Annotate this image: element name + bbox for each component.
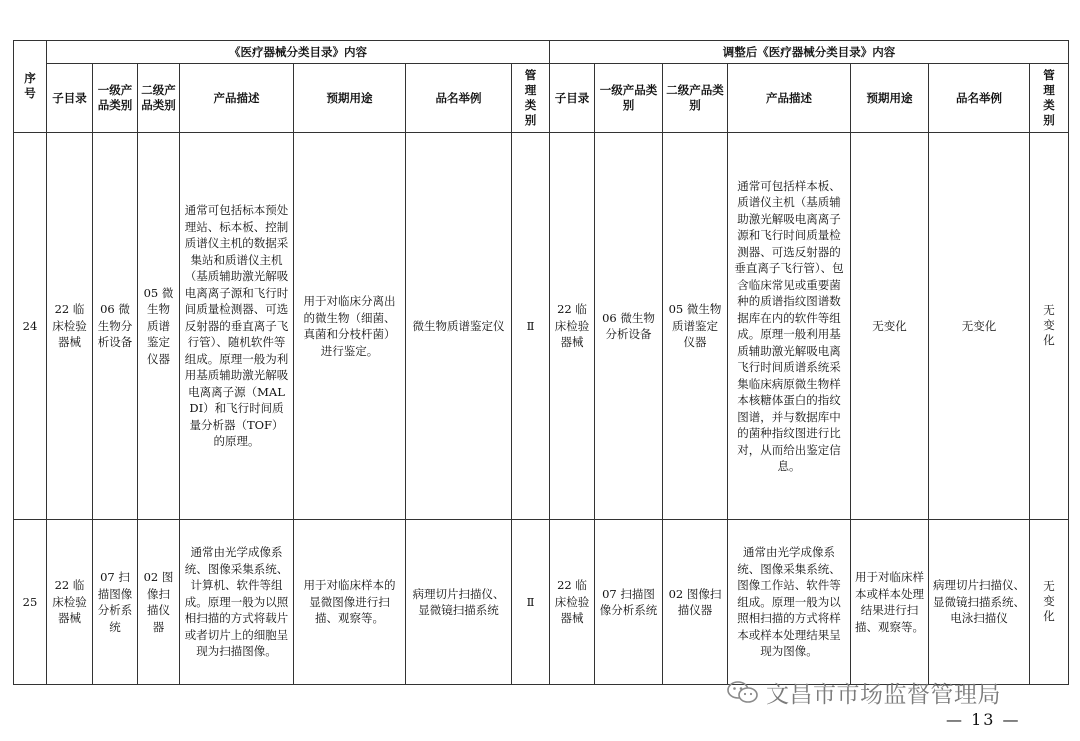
orig-description-cell: 通常由光学成像系统、图像采集系统、计算机、软件等组成。原理一般为以照相扫描的方式将载片或者切片上的细胞呈现为扫描图像。 <box>180 520 294 685</box>
orig-level2-cell: 05 微生物质谱鉴定仪器 <box>138 133 180 520</box>
orig-level2-cell: 02 图像扫描仪器 <box>138 520 180 685</box>
orig-description-cell: 通常可包括标本预处理站、标本板、控制质谱仪主机的数据采集站和质谱仪主机（基质辅助激光解吸电离离子源和飞行时间质量检测器、可选反射器的垂直离子飞行管）、随机软件等组成。原理一般为利用基质辅助激光解吸电离离子源（MALDI）和飞行时间质量分析器（TOF）的原理。 <box>180 133 294 520</box>
catalog-table <box>13 40 1069 685</box>
col-header-description: 产品描述 <box>180 64 294 133</box>
orig-sub-catalog-cell: 22 临床检验器械 <box>47 133 93 520</box>
col-header-description-adjusted: 产品描述 <box>728 64 851 133</box>
col-header-class-adjusted: 管理类别 <box>1030 64 1069 133</box>
col-header-level2: 二级产品类别 <box>138 64 180 133</box>
adj-intended-use-cell: 用于对临床样本或样本处理结果进行扫描、观察等。 <box>851 520 929 685</box>
watermark <box>726 676 1001 708</box>
col-header-sub-catalog: 子目录 <box>47 64 93 133</box>
adj-intended-use-cell: 无变化 <box>851 133 929 520</box>
col-header-intended-use: 预期用途 <box>294 64 406 133</box>
page-number: — 13 — <box>946 710 1021 729</box>
seq-cell: 25 <box>14 520 47 685</box>
orig-level1-cell: 06 微生物分析设备 <box>93 133 138 520</box>
adj-level1-cell: 06 微生物分析设备 <box>595 133 663 520</box>
orig-class-cell: Ⅱ <box>512 133 550 520</box>
table-row <box>14 520 1069 685</box>
col-header-class: 管理类别 <box>512 64 550 133</box>
col-header-examples: 品名举例 <box>406 64 512 133</box>
group-header-adjusted: 调整后《医疗器械分类目录》内容 <box>550 41 1069 64</box>
orig-intended-use-cell: 用于对临床分离出的微生物（细菌、真菌和分枝杆菌）进行鉴定。 <box>294 133 406 520</box>
col-header-level1-adjusted: 一级产品类别 <box>595 64 663 133</box>
orig-examples-cell: 微生物质谱鉴定仪 <box>406 133 512 520</box>
adj-level1-cell: 07 扫描图像分析系统 <box>595 520 663 685</box>
orig-examples-cell: 病理切片扫描仪、显微镜扫描系统 <box>406 520 512 685</box>
col-header-level2-adjusted: 二级产品类别 <box>663 64 728 133</box>
adj-class-cell: 无变化 <box>1030 133 1069 520</box>
orig-intended-use-cell: 用于对临床样本的显微图像进行扫描、观察等。 <box>294 520 406 685</box>
adj-sub-catalog-cell: 22 临床检验器械 <box>550 520 595 685</box>
adj-class-cell: 无变化 <box>1030 520 1069 685</box>
orig-level1-cell: 07 扫描图像分析系统 <box>93 520 138 685</box>
col-header-sub-catalog-adjusted: 子目录 <box>550 64 595 133</box>
adj-sub-catalog-cell: 22 临床检验器械 <box>550 133 595 520</box>
col-header-intended-use-adjusted: 预期用途 <box>851 64 929 133</box>
seq-cell: 24 <box>14 133 47 520</box>
adj-description-cell: 通常可包括样本板、质谱仪主机（基质辅助激光解吸电离离子源和飞行时间质量检测器、可选反射器的垂直离子飞行管）、包含临床常见或重要菌种的质谱指纹图谱数据库在内的软件等组成。原理一般利用基质辅助激光解吸电离飞行时间质谱系统采集临床病原微生物样本核糖体蛋白的指纹图谱，并与数据库中的菌种指纹图进行比对，从而给出鉴定信息。 <box>728 133 851 520</box>
watermark-text: 文昌市市场监督管理局 <box>766 681 1001 708</box>
adj-examples-cell: 无变化 <box>929 133 1030 520</box>
adj-level2-cell: 02 图像扫描仪器 <box>663 520 728 685</box>
column-header-row <box>14 64 1069 133</box>
adj-description-cell: 通常由光学成像系统、图像采集系统、图像工作站、软件等组成。原理一般为以照相扫描的方式将样本或样本处理结果呈现为图像。 <box>728 520 851 685</box>
group-header-original: 《医疗器械分类目录》内容 <box>47 41 550 64</box>
seq-header: 序号 <box>14 41 47 133</box>
adj-level2-cell: 05 微生物质谱鉴定仪器 <box>663 133 728 520</box>
group-header-row <box>14 41 1069 64</box>
wechat-logo-icon <box>726 680 760 704</box>
table-row <box>14 133 1069 520</box>
orig-class-cell: Ⅱ <box>512 520 550 685</box>
col-header-examples-adjusted: 品名举例 <box>929 64 1030 133</box>
col-header-level1: 一级产品类别 <box>93 64 138 133</box>
orig-sub-catalog-cell: 22 临床检验器械 <box>47 520 93 685</box>
adj-examples-cell: 病理切片扫描仪、显微镜扫描系统、电泳扫描仪 <box>929 520 1030 685</box>
